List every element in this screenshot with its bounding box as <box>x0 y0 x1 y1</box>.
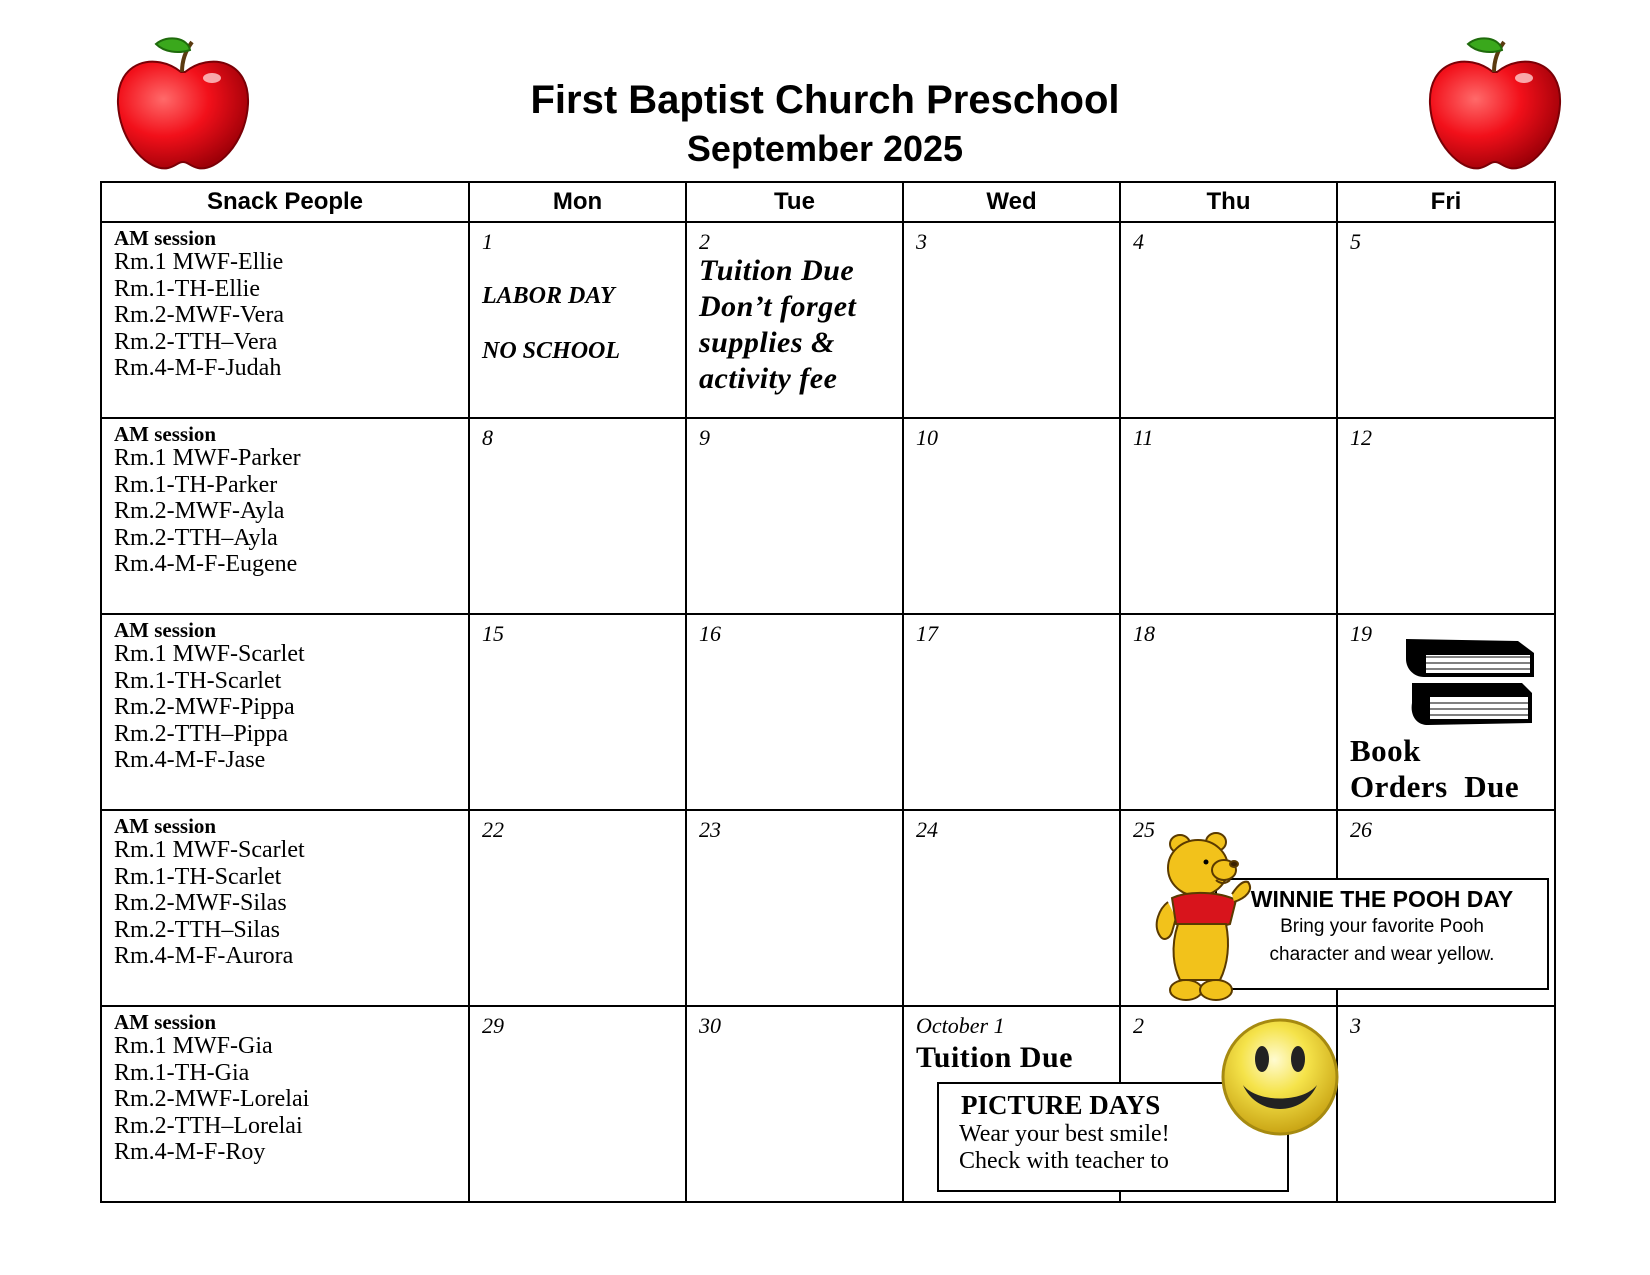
day-number: 1 <box>482 229 493 254</box>
day-cell <box>469 222 686 418</box>
note-line: supplies & <box>699 326 835 359</box>
column-header-snack: Snack People <box>101 182 469 222</box>
picture-days-line: Check with teacher to <box>959 1148 1169 1174</box>
smiley-face-icon <box>1217 1017 1343 1143</box>
book-orders-note <box>1350 733 1519 805</box>
day-number: 10 <box>916 425 938 450</box>
snack-line: Rm.2-TTH–Ayla <box>114 524 278 551</box>
snack-line: Rm.1 MWF-Ellie <box>114 249 284 275</box>
session-label: AM session <box>114 422 217 446</box>
note-line: Orders Due <box>1350 769 1520 804</box>
day-number: 25 <box>1133 817 1155 842</box>
column-header-mon: Mon <box>469 182 686 222</box>
note-line: Tuition Due <box>699 254 855 287</box>
snack-line: Rm.2-MWF-Lorelai <box>114 1086 310 1112</box>
snack-line: Rm.1-TH-Parker <box>114 471 278 498</box>
day-cell <box>469 418 686 614</box>
snack-cell <box>101 1006 469 1202</box>
day-number: 18 <box>1133 621 1155 646</box>
day-cell <box>1337 222 1555 418</box>
day-number: 23 <box>699 817 721 842</box>
snack-line: Rm.2-TTH–Pippa <box>114 720 288 747</box>
day-number: 26 <box>1350 817 1372 842</box>
snack-line: Rm.4-M-F-Roy <box>114 1139 266 1165</box>
day-number: 24 <box>916 817 938 842</box>
day-cell <box>1120 222 1337 418</box>
day-cell <box>469 614 686 810</box>
snack-line: Rm.2-TTH–Silas <box>114 916 280 943</box>
day-number: 4 <box>1133 229 1144 254</box>
snack-line: Rm.1 MWF-Scarlet <box>114 641 305 667</box>
day-cell <box>903 810 1120 1006</box>
day-cell <box>686 418 903 614</box>
day-number: 15 <box>482 621 504 646</box>
snack-cell <box>101 810 469 1006</box>
day-number: 3 <box>916 229 927 254</box>
snack-line: Rm.4-M-F-Eugene <box>114 551 298 577</box>
snack-cell <box>101 222 469 418</box>
no-school-note: NO SCHOOL <box>482 338 621 364</box>
picture-days-title: PICTURE DAYS <box>961 1090 1161 1120</box>
day-number: 2 <box>1133 1013 1144 1038</box>
day-number: 22 <box>482 817 504 842</box>
snack-cell <box>101 614 469 810</box>
day-number: 3 <box>1350 1013 1361 1038</box>
day-cell <box>1120 418 1337 614</box>
day-cell <box>1337 1006 1555 1202</box>
snack-line: Rm.4-M-F-Judah <box>114 355 282 381</box>
day-number: 19 <box>1350 621 1372 646</box>
session-label: AM session <box>114 226 217 250</box>
week-row <box>101 418 1555 614</box>
note-line: activity fee <box>699 362 838 395</box>
day-cell <box>686 614 903 810</box>
day-cell <box>1337 418 1555 614</box>
snack-line: Rm.1 MWF-Scarlet <box>114 837 305 863</box>
snack-line: Rm.4-M-F-Aurora <box>114 943 294 969</box>
snack-line: Rm.4-M-F-Jase <box>114 747 266 773</box>
note-line: Book <box>1350 733 1421 768</box>
column-header-fri: Fri <box>1337 182 1555 222</box>
tuition-due-note <box>699 253 856 397</box>
snack-line: Rm.2-MWF-Pippa <box>114 694 295 720</box>
pooh-day-line: Bring your favorite Pooh <box>1280 916 1484 937</box>
day-cell <box>686 222 903 418</box>
day-number: 17 <box>916 621 938 646</box>
column-header-wed: Wed <box>903 182 1120 222</box>
week-row <box>101 222 1555 418</box>
snack-line: Rm.2-TTH–Vera <box>114 328 278 355</box>
snack-line: Rm.1 MWF-Gia <box>114 1033 273 1059</box>
session-label: AM session <box>114 814 217 838</box>
snack-line: Rm.1-TH-Scarlet <box>114 667 282 694</box>
day-number: 5 <box>1350 229 1361 254</box>
pooh-day-line: character and wear yellow. <box>1269 944 1495 965</box>
snack-line: Rm.2-MWF-Vera <box>114 302 284 328</box>
column-header-thu: Thu <box>1120 182 1337 222</box>
page-title: First Baptist Church Preschool <box>530 78 1120 122</box>
day-cell <box>686 810 903 1006</box>
snack-line: Rm.2-TTH–Lorelai <box>114 1112 303 1139</box>
day-cell <box>469 810 686 1006</box>
session-label: AM session <box>114 1010 217 1034</box>
column-header-tue: Tue <box>686 182 903 222</box>
day-cell <box>1120 614 1337 810</box>
day-number: 9 <box>699 425 710 450</box>
day-number: October 1 <box>916 1013 1005 1038</box>
pooh-bear-icon <box>1150 828 1262 1004</box>
snack-line: Rm.1-TH-Ellie <box>114 275 260 302</box>
labor-day-note: LABOR DAY <box>482 283 615 309</box>
pooh-day-title: WINNIE THE POOH DAY <box>1250 886 1514 912</box>
day-number: 11 <box>1133 425 1154 450</box>
month-title: September 2025 <box>686 128 964 169</box>
picture-days-line: Wear your best smile! <box>959 1121 1170 1147</box>
note-line: Don’t forget <box>699 290 857 323</box>
day-cell <box>469 1006 686 1202</box>
calendar-header-row <box>101 182 1555 222</box>
snack-line: Rm.1-TH-Scarlet <box>114 863 282 890</box>
week-row <box>101 614 1555 810</box>
day-number: 29 <box>482 1013 504 1038</box>
snack-line: Rm.2-MWF-Ayla <box>114 498 285 524</box>
day-cell <box>1337 614 1555 810</box>
snack-line: Rm.1 MWF-Parker <box>114 445 301 471</box>
day-cell <box>903 418 1120 614</box>
day-cell <box>903 614 1120 810</box>
snack-cell <box>101 418 469 614</box>
day-number: 12 <box>1350 425 1372 450</box>
day-number: 16 <box>699 621 721 646</box>
books-icon <box>1398 633 1538 729</box>
tuition-due-october-note: Tuition Due <box>916 1041 1073 1074</box>
day-number: 2 <box>699 229 710 254</box>
day-cell <box>686 1006 903 1202</box>
snack-line: Rm.2-MWF-Silas <box>114 890 287 916</box>
day-cell <box>903 222 1120 418</box>
day-number: 30 <box>699 1013 721 1038</box>
pooh-day-callout <box>1215 878 1549 990</box>
session-label: AM session <box>114 618 217 642</box>
snack-line: Rm.1-TH-Gia <box>114 1059 250 1086</box>
day-number: 8 <box>482 425 493 450</box>
